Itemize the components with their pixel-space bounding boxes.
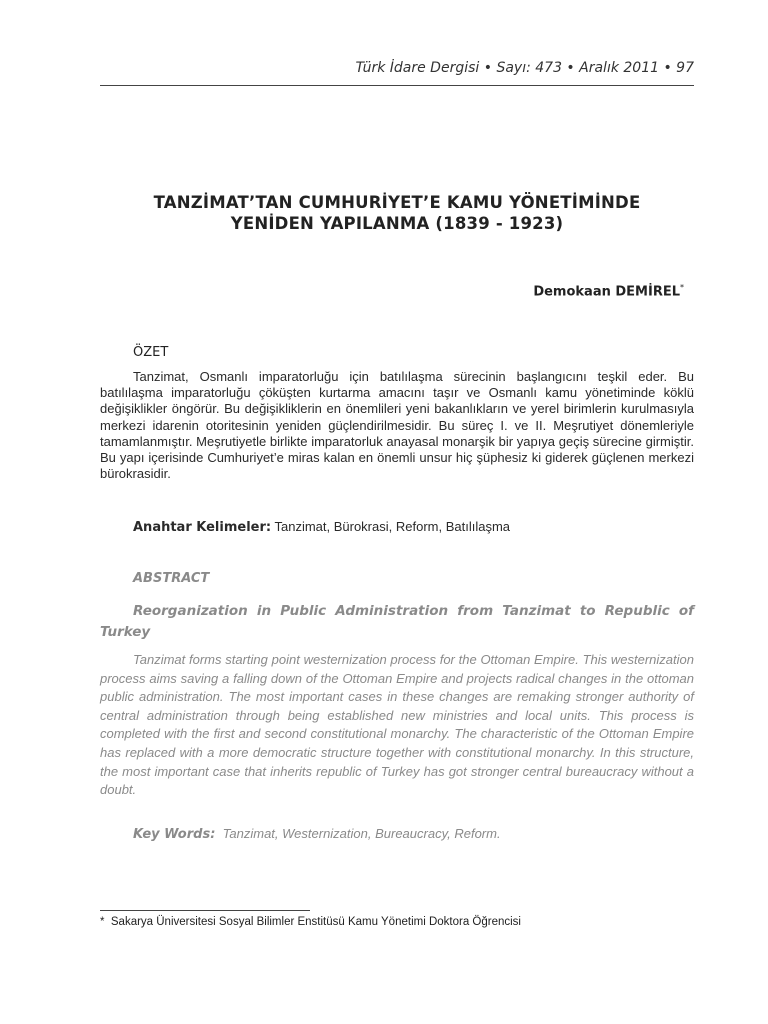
author-footnote-mark: *: [680, 283, 684, 292]
turkish-keywords-label: Anahtar Kelimeler:: [133, 520, 272, 535]
english-title: Reorganization in Public Administration from Tanzimat to Republic of Turkey: [100, 603, 694, 640]
abstract-heading: ABSTRACT: [133, 571, 210, 586]
turkish-keywords-list: Tanzimat, Bürokrasi, Reform, Batılılaşma: [274, 519, 511, 534]
footnote-text: Sakarya Üniversitesi Sosyal Bilimler Enstitüsü Kamu Yönetimi Doktora Öğrencisi: [110, 916, 521, 928]
english-keywords-label: Key Words:: [133, 827, 216, 842]
article-title: [100, 192, 694, 234]
footnote-divider: [100, 910, 310, 911]
turkish-keywords: [133, 519, 510, 535]
footnote: [100, 916, 521, 928]
abstract-body: Tanzimat forms starting point westernization process for the Ottoman Empire. This westernization process aims saving a falling down of the Ottoman Empire and projects radical changes in the ottoman public administration. The most important cases in these changes are remaking stronger authority of central administration through being established new ministries and local units. This process is completed with the first and second constitutional monarchy. The characteristic of the Ottoman Empire has replaced with a more democratic structure together with constitutional monarchy. In this structure, the most important case that inherits republic of Turkey has got stronger central bureaucracy without a doubt.: [100, 652, 694, 798]
english-keywords: [133, 826, 501, 842]
header-divider: [100, 85, 694, 86]
author-text: Demokaan DEMİREL: [533, 284, 680, 300]
author-name: [533, 283, 684, 299]
title-line-1: TANZİMAT’TAN CUMHURİYET’E KAMU YÖNETİMİNDE: [153, 193, 641, 212]
ozet-body: Tanzimat, Osmanlı imparatorluğu için batılılaşma sürecinin başlangıcını teşkil eder. Bu batılılaşma imparatorluğu çöküşten kurtarma amacını taşır ve Osmanlı kamu yönetiminde köklü değişiklikler öngörür. Bu değişikliklerin en önemlileri yeni bakanlıkların ve yerel birimlerin kurulmasıyla merkezi idarenin otoritesinin yeniden güçlendirilmesidir. Bu süreç I. ve II. Meşrutiyet dönemleriyle tamamlanmıştır. Meşrutiyetle birlikte imparatorluk anayasal monarşik bir yapıya geçiş sürecine girmiştir. Bu yapı içerisinde Cumhuriyet’e miras kalan en önemli unsur hiç şüphesiz ki giderek güçlenen merkezi bürokrasidir.: [100, 369, 694, 482]
english-keywords-list: Tanzimat, Westernization, Bureaucracy, Reform.: [222, 826, 501, 841]
title-line-2: YENİDEN YAPILANMA (1839 - 1923): [230, 214, 564, 233]
running-header: Türk İdare Dergisi • Sayı: 473 • Aralık 2011 • 97: [355, 60, 694, 76]
ozet-heading: ÖZET: [133, 345, 169, 360]
footnote-mark: *: [100, 916, 105, 928]
